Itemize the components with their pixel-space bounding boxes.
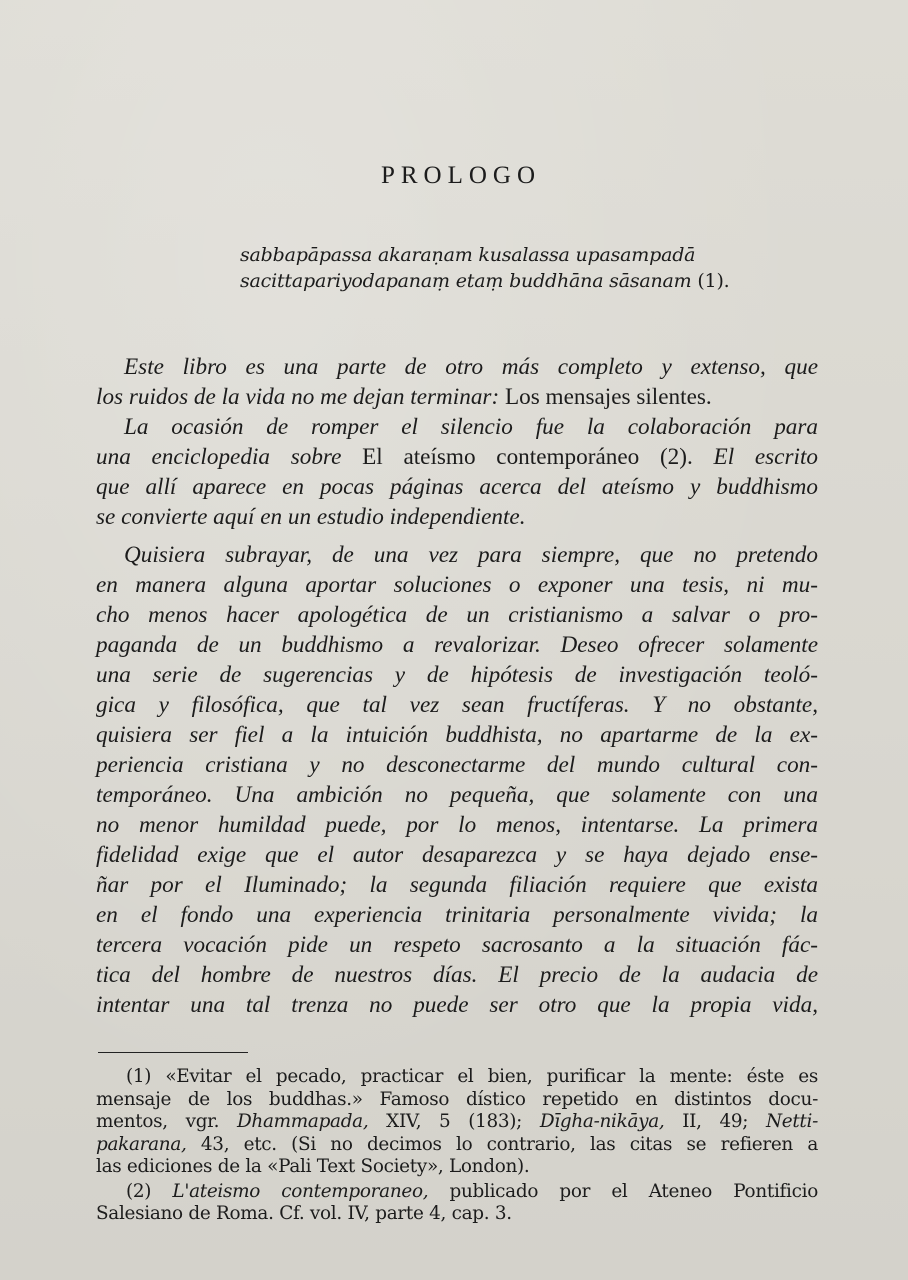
body-line: en el fondo una experiencia trinitaria personalmente vivida; la	[96, 902, 818, 928]
footnote-text: (2)	[126, 1180, 173, 1202]
footnote-line	[96, 1134, 818, 1157]
footnote-line: las ediciones de la «Pali Text Society», London).	[96, 1156, 530, 1177]
body-line	[96, 382, 818, 412]
body-line-italic: una enciclopedia sobre	[96, 444, 342, 470]
book-title-upright: Los mensajes silentes.	[499, 384, 712, 410]
body-line: se convierte aquí en un estudio independiente.	[96, 504, 526, 530]
book-title-upright: El ateísmo contemporáneo (2).	[341, 444, 693, 470]
footnote-text: mentos, vgr.	[96, 1111, 237, 1132]
footnote-line: Salesiano de Roma. Cf. vol. IV, parte 4, cap. 3.	[96, 1203, 512, 1224]
body-line-italic: Este libro es una parte de otro más completo y extenso, que	[124, 354, 818, 380]
work-title: Dhammapada,	[236, 1111, 369, 1132]
footnote-line: (1) «Evitar el pecado, practicar el bien, purificar la mente: éste es	[126, 1066, 818, 1087]
body-line: quisiera ser fiel a la intuición buddhista, no apartarme de la ex-	[96, 722, 818, 748]
footnotes	[96, 1066, 818, 1226]
footnote-separator	[98, 1052, 248, 1053]
body-line-italic: El escrito	[692, 444, 818, 470]
epigraph-line-2	[240, 268, 800, 294]
body-line: fidelidad exige que el autor desaparezca y se haya dejado ense-	[96, 842, 818, 868]
page-title: PROLOGO	[380, 161, 542, 189]
epigraph	[240, 242, 800, 294]
epigraph-note-ref: (1).	[697, 270, 730, 292]
body-line: La ocasión de romper el silencio fue la colaboración para	[124, 414, 818, 440]
body-line: tica del hombre de nuestros días. El precio de la audacia de	[96, 962, 818, 988]
body-line: paganda de un buddhismo a revalorizar. Deseo ofrecer solamente	[96, 632, 818, 658]
body-line: una serie de sugerencias y de hipótesis de investigación teoló-	[96, 662, 818, 688]
body-line: intentar una tal trenza no puede ser otro que la propia vida,	[96, 992, 818, 1018]
footnote-text: publicado por el Ateneo Pontificio	[428, 1180, 818, 1202]
body-line: gica y filosófica, que tal vez sean fructíferas. Y no obstante,	[96, 692, 818, 718]
body-line: periencia cristiana y no desconectarme del mundo cultural con-	[96, 752, 818, 778]
body-line: ñar por el Iluminado; la segunda filiación requiere que exista	[96, 872, 818, 898]
body-line: que allí aparece en pocas páginas acerca del ateísmo y buddhismo	[96, 474, 818, 500]
footnote-text: II, 49;	[664, 1111, 766, 1132]
paragraph-gap	[96, 532, 818, 540]
body-line	[96, 352, 818, 382]
body-line	[96, 442, 818, 472]
epigraph-line-2-text: sacittapariyodapanaṃ etaṃ buddhāna sāsanam	[240, 270, 692, 292]
body-text	[96, 352, 818, 1020]
body-line: en manera alguna aportar soluciones o exponer una tesis, ni mu-	[96, 572, 818, 598]
body-line: Quisiera subrayar, de una vez para siempre, que no pretendo	[124, 542, 818, 568]
body-line-italic: los ruidos de la vida no me dejan terminar:	[96, 384, 500, 410]
work-title: pakarana,	[96, 1133, 187, 1155]
body-line: cho menos hacer apologética de un cristianismo a salvar o pro-	[96, 602, 818, 628]
footnote-text: XIV, 5 (183);	[368, 1111, 540, 1132]
footnote-line	[96, 1181, 818, 1204]
footnote-line: mensaje de los buddhas.» Famoso dístico repetido en distintos docu-	[96, 1088, 818, 1110]
body-line: tercera vocación pide un respeto sacrosanto a la situación fác-	[96, 932, 818, 958]
epigraph-line-1: sabbapāpassa akaraṇam kusalassa upasampadā	[240, 244, 696, 266]
work-title: Dīgha-nikāya,	[539, 1111, 665, 1132]
body-line: no menor humildad puede, por lo menos, intentarse. La primera	[96, 812, 818, 838]
footnote-text: 43, etc. (Si no decimos lo contrario, las citas se refieren a	[186, 1133, 818, 1155]
work-title: Netti-	[765, 1111, 819, 1132]
footnote-line	[96, 1111, 818, 1134]
work-title: L'ateismo contemporaneo,	[172, 1180, 429, 1202]
body-line: temporáneo. Una ambición no pequeña, que solamente con una	[96, 782, 818, 808]
